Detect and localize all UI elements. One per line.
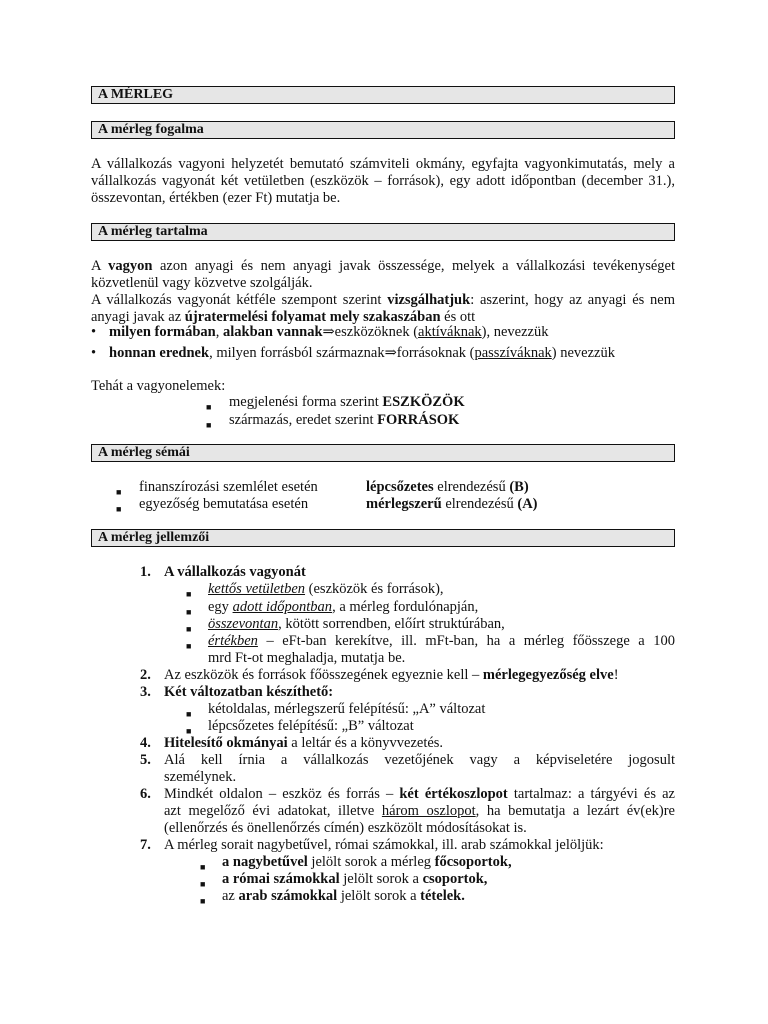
- definition-paragraph: A vállalkozás vagyoni helyzetét bemutató számviteli okmány, egyfajta vagyonkimutatás, mely a vállalkozás vagyonát két vetületben (eszközök – források), egy adott időpontban (december 31.), összevontan, értékben (ezer Ft) mutatja be.: [91, 156, 675, 206]
- sub-item-tetelek: az arab számokkal jelölt sorok a tételek.: [222, 888, 465, 904]
- vagyon-paragraph: A vagyon azon anyagi és nem anyagi javak összessége, melyek a vállalkozási tevékenységet közvetlenül vagy közvetve szolgálják.: [91, 258, 675, 291]
- section-heading-jellemzoi: A mérleg jellemzői: [91, 529, 675, 547]
- sub-item-vetulet: kettős vetületben (eszközök és források),: [208, 581, 444, 597]
- list-item-forma: milyen formában, alakban vannak⇒eszközöknek (aktíváknak), nevezzük: [109, 324, 549, 340]
- list-number: 2.: [140, 667, 151, 683]
- list-item-valtozat: Két változatban készíthető:: [164, 684, 334, 700]
- list-item-forrasok: származás, eredet szerint FORRÁSOK: [229, 412, 460, 428]
- sub-item-ertekben-cont: mrd Ft-ot meghaladja, mutatja be.: [208, 650, 406, 666]
- square-bullet-icon: ■: [186, 709, 192, 719]
- square-bullet-icon: ■: [200, 862, 206, 872]
- section-heading-tartalma: A mérleg tartalma: [91, 223, 675, 241]
- sub-item-b-valtozat: lépcsőzetes felépítésű: „B” változat: [208, 718, 414, 734]
- list-number: 7.: [140, 837, 151, 853]
- schema-row-label: egyezőség bemutatása esetén: [139, 496, 309, 512]
- list-item-sorok: A mérleg sorait nagybetűvel, római számokkal, ill. arab számokkal jelöljük:: [164, 837, 604, 853]
- square-bullet-icon: ■: [116, 487, 122, 497]
- list-item-vagyonat: A vállalkozás vagyonát: [164, 564, 306, 580]
- section-heading-semai: A mérleg sémái: [91, 444, 675, 462]
- section-heading-fogalma: A mérleg fogalma: [91, 121, 675, 139]
- list-item-ertekoszlop-cont: azt megelőző évi adatokat, illetve három oszlopot, ha bemutatja a lezárt év(ek)re: [164, 803, 675, 819]
- square-bullet-icon: ■: [186, 624, 192, 634]
- square-bullet-icon: ■: [206, 420, 212, 430]
- square-bullet-icon: ■: [116, 504, 122, 514]
- list-item-eredet: honnan erednek, milyen forrásból származnak⇒forrásoknak (passzíváknak) nevezzük: [109, 345, 615, 361]
- list-item-merlegegyezoseg: Az eszközök és források főösszegének egyeznie kell – mérlegegyezőség elve!: [164, 667, 619, 683]
- square-bullet-icon: ■: [186, 607, 192, 617]
- document-title: A MÉRLEG: [91, 86, 675, 104]
- list-item-alairas-cont: személynek.: [164, 769, 237, 785]
- square-bullet-icon: ■: [186, 726, 192, 736]
- square-bullet-icon: ■: [200, 879, 206, 889]
- sub-item-focsoportok: a nagybetűvel jelölt sorok a mérleg főcsoportok,: [222, 854, 512, 870]
- schema-row-value: lépcsőzetes elrendezésű (B): [366, 479, 529, 495]
- sub-item-a-valtozat: kétoldalas, mérlegszerű felépítésű: „A” változat: [208, 701, 486, 717]
- list-number: 1.: [140, 564, 151, 580]
- list-number: 3.: [140, 684, 151, 700]
- sub-item-idopont: egy adott időpontban, a mérleg fordulónapján,: [208, 599, 479, 615]
- vizsgalat-paragraph: A vállalkozás vagyonát kétféle szempont szerint vizsgálhatjuk: aszerint, hogy az anyagi és nem anyagi javak az újratermelési folyamat mely szakaszában és ott: [91, 292, 675, 325]
- bullet-icon: •: [91, 345, 97, 361]
- list-number: 5.: [140, 752, 151, 768]
- bullet-icon: •: [91, 324, 97, 340]
- square-bullet-icon: ■: [200, 896, 206, 906]
- list-item-ertekoszlop: Mindkét oldalon – eszköz és forrás – két értékoszlopot tartalmaz: a tárgyévi és az: [164, 786, 675, 802]
- sub-item-osszevontan: összevontan, kötött sorrendben, előírt struktúrában,: [208, 616, 505, 632]
- list-item-hitelesito: Hitelesítő okmányai a leltár és a könyvvezetés.: [164, 735, 444, 751]
- square-bullet-icon: ■: [186, 589, 192, 599]
- list-item-ertekoszlop-end: (ellenőrzés és önellenőrzés címén) eszközölt módosításokat is.: [164, 820, 527, 836]
- list-number: 6.: [140, 786, 151, 802]
- schema-row-value: mérlegszerű elrendezésű (A): [366, 496, 538, 512]
- list-item-alairas: Alá kell írnia a vállalkozás vezetőjének vagy a képviseletére jogosult: [164, 752, 675, 768]
- square-bullet-icon: ■: [206, 402, 212, 412]
- list-number: 4.: [140, 735, 151, 751]
- sub-item-ertekben: értékben – eFt-ban kerekítve, ill. mFt-ban, ha a mérleg főösszege a 100: [208, 633, 675, 649]
- list-item-eszkozok: megjelenési forma szerint ESZKÖZÖK: [229, 394, 465, 410]
- sub-item-csoportok: a római számokkal jelölt sorok a csoportok,: [222, 871, 488, 887]
- schema-row-label: finanszírozási szemlélet esetén: [139, 479, 318, 495]
- vagyonelemek-intro: Tehát a vagyonelemek:: [91, 378, 226, 394]
- square-bullet-icon: ■: [186, 641, 192, 651]
